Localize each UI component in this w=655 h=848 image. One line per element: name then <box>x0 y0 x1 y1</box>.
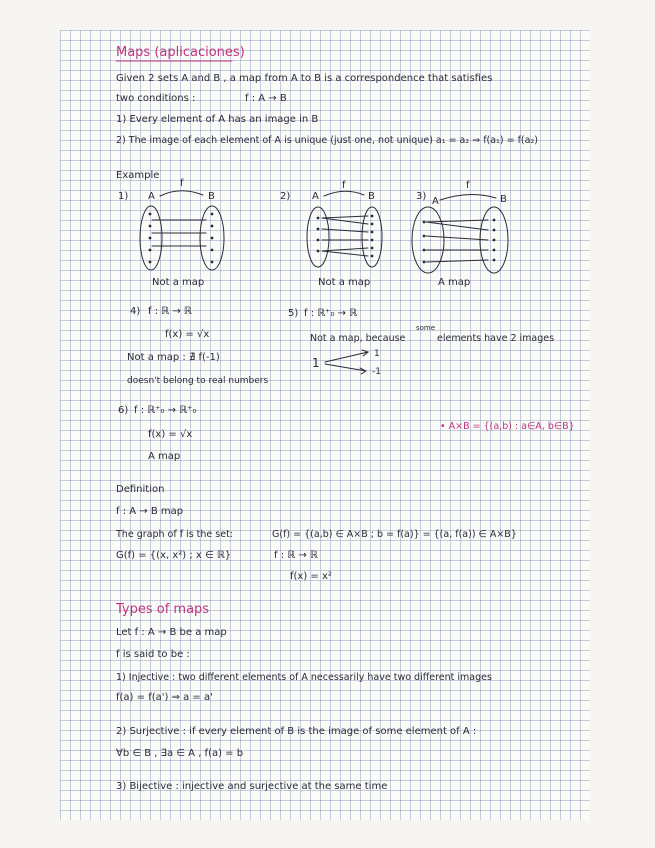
example-3-element-3 <box>423 249 426 252</box>
example-3-link-1 <box>426 220 488 222</box>
example-1-set-b: B <box>208 191 215 202</box>
example-1-f-label: f <box>180 178 184 189</box>
example-4-verdict: Not a map : ∄ f(-1) <box>127 352 220 363</box>
example-4-rule: f(x) = √x <box>165 329 210 340</box>
example-3-set-a-oval <box>412 207 444 273</box>
example-5-arrow-up <box>325 350 368 362</box>
example-3-set-b: B <box>500 194 507 205</box>
example-6-verdict: A map <box>148 451 181 462</box>
graph-formula: G(f) = {(a,b) ∈ A×B ; b = f(a)} = {(a, f(a)) ∈ A×B} <box>272 529 517 540</box>
surjective-formula: ∀b ∈ B , ∃a ∈ A , f(a) = b <box>116 748 244 759</box>
example-3-element-1 <box>423 221 426 224</box>
example-2-image-1 <box>371 215 374 218</box>
example-2-link-2 <box>322 218 368 224</box>
example-3-top-arrow <box>440 194 496 200</box>
example-5-mapping: f : ℝ⁺₀ → ℝ <box>304 308 358 319</box>
example-1-number: 1) <box>118 191 129 202</box>
example-2-image-5 <box>371 247 374 250</box>
example-1-image-1 <box>211 213 214 216</box>
example-3-f-label: f <box>466 180 470 191</box>
example-1-element-3 <box>149 237 152 240</box>
injective-formula: f(a) = f(a') ⇒ a = a' <box>116 692 213 703</box>
condition-2: 2) The image of each element of A is unique (just one, not unique) a₁ = a₂ ⇒ f(a₁) = f(a₂) <box>116 135 538 146</box>
example-3-link-2 <box>426 222 488 230</box>
example-2-image-4 <box>371 239 374 242</box>
example-1-element-5 <box>149 261 152 264</box>
example-3-number: 3) <box>416 191 427 202</box>
example-3-image-3 <box>493 239 496 242</box>
example-2-top-arrow <box>324 191 364 196</box>
example-6-number: 6) <box>118 405 129 416</box>
example-1-image-3 <box>211 237 214 240</box>
example-1-top-arrow <box>160 191 203 196</box>
example-3-image-5 <box>493 259 496 262</box>
example-3-caption: A map <box>438 277 471 288</box>
example-2-element-2 <box>317 228 320 231</box>
bijective-definition: 3) Bijective : injective and surjective at the same time <box>116 781 388 792</box>
example-6-mapping: f : ℝ⁺₀ → ℝ⁺₀ <box>134 405 197 416</box>
example-graph-map: f : ℝ → ℝ <box>274 550 318 561</box>
example-2-set-a-oval <box>307 207 329 267</box>
example-3-link-5 <box>426 260 488 262</box>
example-2-caption: Not a map <box>318 277 371 288</box>
example-1-image-5 <box>211 261 214 264</box>
graph-intro: The graph of f is the set: <box>116 529 233 540</box>
example-graph: G(f) = {(x, x²) ; x ∈ ℝ} <box>116 550 232 561</box>
example-3-set-a: A <box>432 196 439 207</box>
example-1-caption: Not a map <box>152 277 205 288</box>
surjective-definition: 2) Surjective : if every element of B is the image of some element of A : <box>116 726 477 737</box>
example-3-element-2 <box>423 235 426 238</box>
condition-1: 1) Every element of A has an image in B <box>116 114 319 125</box>
definition-heading: Definition <box>116 484 165 495</box>
example-4-mapping: f : ℝ → ℝ <box>148 306 192 317</box>
example-5-number: 5) <box>288 308 299 319</box>
example-4-reason: doesn't belong to real numbers <box>127 376 269 386</box>
example-5-target-bottom: -1 <box>372 367 381 377</box>
example-graph-rule: f(x) = x² <box>290 571 332 582</box>
injective-definition: 1) Injective : two different elements of A necessarily have two different images <box>116 672 492 683</box>
example-5-verdict-end: elements have 2 images <box>437 333 555 344</box>
cartesian-product-note: • A×B = {(a,b) : a∈A, b∈B} <box>440 421 575 432</box>
example-1-image-2 <box>211 225 214 228</box>
example-5-arrow-down <box>325 364 366 374</box>
types-heading: Types of maps <box>116 602 210 617</box>
example-6-rule: f(x) = √x <box>148 429 193 440</box>
example-2-link-1 <box>322 216 368 218</box>
example-2-image-2 <box>371 223 374 226</box>
example-1-element-1 <box>149 213 152 216</box>
examples-heading: Example <box>116 170 160 181</box>
map-notation: f : A → B <box>245 93 287 104</box>
example-2-number: 2) <box>280 191 291 202</box>
example-3-image-2 <box>493 229 496 232</box>
example-2-element-1 <box>317 217 320 220</box>
definition-line-1: f : A → B map <box>116 506 184 517</box>
intro-line-2: two conditions : <box>116 93 196 104</box>
example-2-image-6 <box>371 255 374 258</box>
example-5-target-top: 1 <box>374 349 380 359</box>
example-5-source: 1 <box>312 356 320 370</box>
example-2-link-6 <box>322 251 368 256</box>
example-2-set-a: A <box>312 191 319 202</box>
example-2-image-3 <box>371 231 374 234</box>
page-title: Maps (aplicaciones) <box>116 45 245 60</box>
example-2-set-b: B <box>368 191 375 202</box>
example-3-image-1 <box>493 219 496 222</box>
example-3-image-4 <box>493 249 496 252</box>
example-1-image-4 <box>211 249 214 252</box>
example-2-element-4 <box>317 250 320 253</box>
intro-line-1: Given 2 sets A and B , a map from A to B is a correspondence that satisfies <box>116 73 493 84</box>
example-1-set-a: A <box>148 191 155 202</box>
example-1-element-2 <box>149 225 152 228</box>
example-2-link-5 <box>322 248 368 251</box>
example-2-element-3 <box>317 239 320 242</box>
example-4-number: 4) <box>130 306 141 317</box>
example-5-verdict: Not a map, because <box>310 333 406 344</box>
example-1-element-4 <box>149 249 152 252</box>
example-3-link-3 <box>426 236 488 240</box>
example-2-f-label: f <box>342 180 346 191</box>
example-5-insert: some <box>416 324 436 332</box>
example-3-element-4 <box>423 261 426 264</box>
types-said: f is said to be : <box>116 649 190 660</box>
types-let: Let f : A → B be a map <box>116 627 227 638</box>
